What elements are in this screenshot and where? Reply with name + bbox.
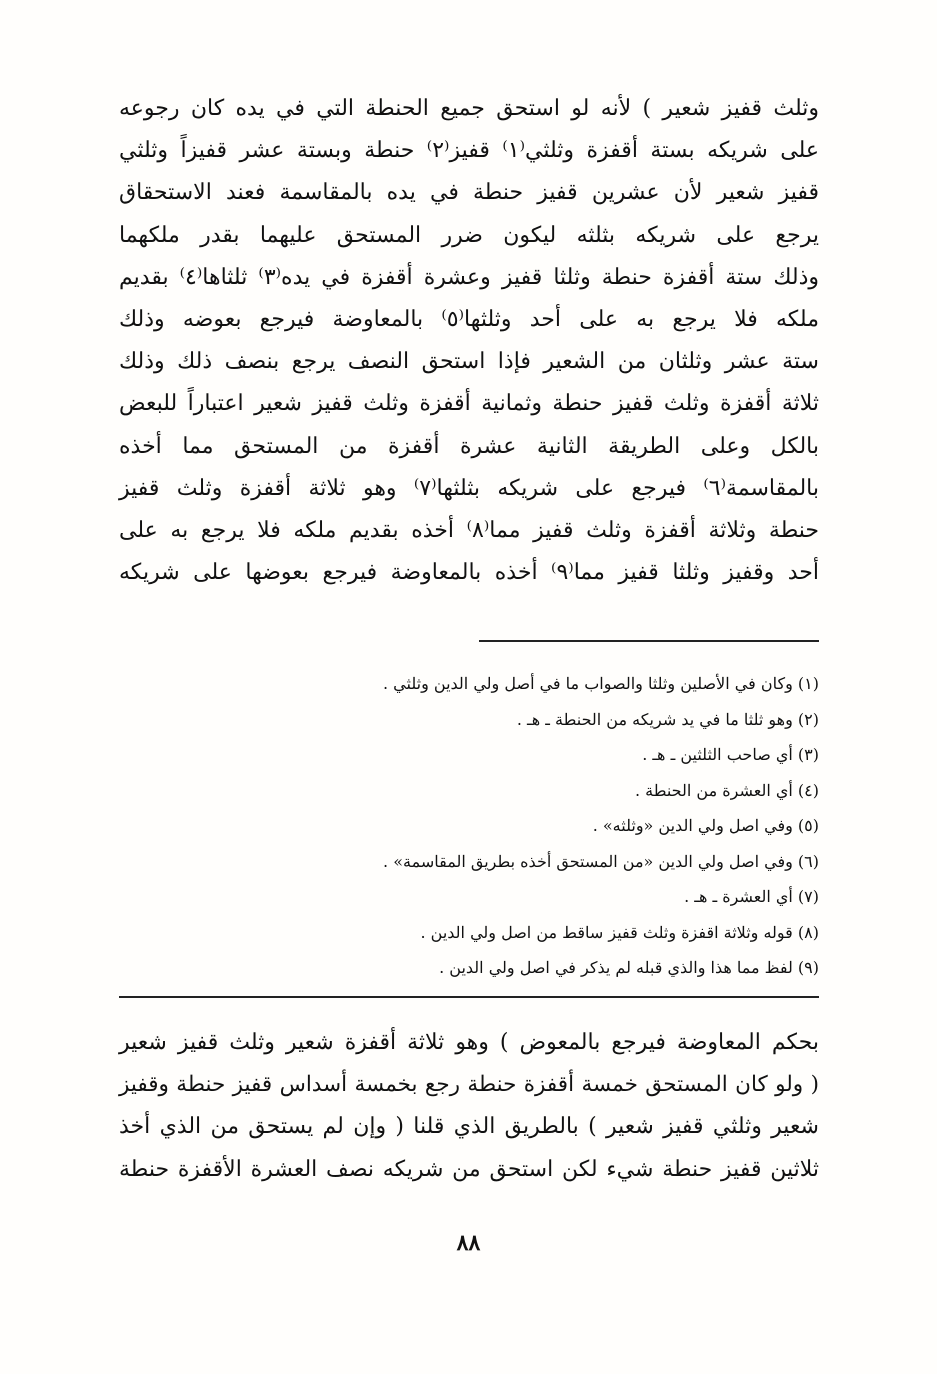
continuation-text-block: [119, 1022, 819, 1191]
footnote: (٨) قوله وثلاثة اقفزة وثلث قفيز ساقط من اصل ولي الدين .: [420, 922, 819, 942]
main-text-block: [119, 88, 819, 594]
text-line: ستة عشر وثلثان من الشعير فإذا استحق النصف يرجع بنصف ذلك وذلك: [119, 349, 819, 375]
text-line: ملكه فلا يرجع به على أحد وثلثها⁽٥⁾ بالمعاوضة فيرجع بعوضه وذلك: [119, 306, 820, 332]
text-line: ( ولو كان المستحق خمسة أقفزة حنطة رجع بخمسة أسداس قفيز حنطة وقفيز: [119, 1072, 819, 1098]
footnote: (٩) لفظ مما هذا والذي قبله لم يذكر في اصل ولي الدين .: [439, 958, 819, 977]
text-line: يرجع على شريكه بثلثه ليكون ضرر المستحق عليهما بقدر ملكهما: [119, 222, 819, 248]
text-line: ثلاثة أقفزة وثلث قفيز حنطة وثمانية أقفزة وثلث قفيز شعير اعتباراً للبعض: [119, 391, 819, 417]
text-line: وذلك ستة أقفزة حنطة وثلثا قفيز وعشرة أقفزة في يده⁽٣⁾ ثلثاها⁽٤⁾ بقديم: [119, 264, 820, 290]
text-line: على شريكه بستة أقفزة وثلثي⁽١⁾ قفيز⁽٢⁾ حنطة وبستة عشر قفيزاً وثلثي: [119, 138, 819, 164]
footnotes-block: [119, 666, 819, 986]
text-line: ثلاثين قفيز حنطة شيء لكن استحق من شريكه نصف العشرة الأقفزة حنطة: [119, 1156, 819, 1182]
text-line: أحد وقفيز وثلثا قفيز مما⁽٩⁾ أخذه بالمعاوضة فيرجع بعوضها على شريكه: [119, 560, 819, 586]
text-line: بالمقاسمة⁽٦⁾ فيرجع على شريكه بثلثها⁽٧⁾ وهو ثلاثة أقفزة وثلث قفيز: [119, 475, 820, 501]
footnote: (٣) أي صاحب الثلثين ـ هـ .: [642, 745, 819, 764]
footnote: (٦) وفي اصل ولي الدين «من المستحق أخذه بطريق المقاسمة» .: [383, 851, 819, 871]
footnote: (٢) وهو ثلثا ما في يد شريكه من الحنطة ـ هـ .: [516, 709, 819, 729]
footnote: (٧) أي العشرة ـ هـ .: [684, 887, 819, 906]
text-line: وثلث قفيز شعير ) لأنه لو استحق جميع الحنطة التي في يده كان رجوعه: [119, 96, 819, 121]
text-line: بحكم المعاوضة فيرجع بالمعوض ) وهو ثلاثة أقفزة شعير وثلث قفيز شعير: [119, 1030, 819, 1055]
text-line: شعير وثلثي قفيز شعير ) بالطريق الذي قلنا ( وإن لم يستحق من الذي أخذ: [119, 1114, 819, 1140]
footnote: (٤) أي العشرة من الحنطة .: [634, 780, 819, 800]
text-line: بالكل وعلى الطريقة الثانية عشرة أقفزة من المستحق مما أخذه: [119, 433, 819, 459]
text-line: قفيز شعير لأن عشرين قفيز حنطة في يده بالمقاسمة فعند الاستحقاق: [119, 180, 819, 206]
footnote: (٥) وفي اصل ولي الدين «وثلثه» .: [592, 816, 819, 835]
footnote: (١) وكان في الأصلين وثلثا والصواب ما في أصل ولي الدين وثلثي .: [383, 674, 819, 693]
section-divider-rule: [119, 996, 819, 998]
text-line: حنطة وثلاثة أقفزة وثلث قفيز مما⁽٨⁾ أخذه بقديم ملكه فلا يرجع به على: [119, 517, 819, 543]
footnote-separator-rule: [479, 640, 819, 642]
page-number: ٨٨: [456, 1230, 481, 1256]
